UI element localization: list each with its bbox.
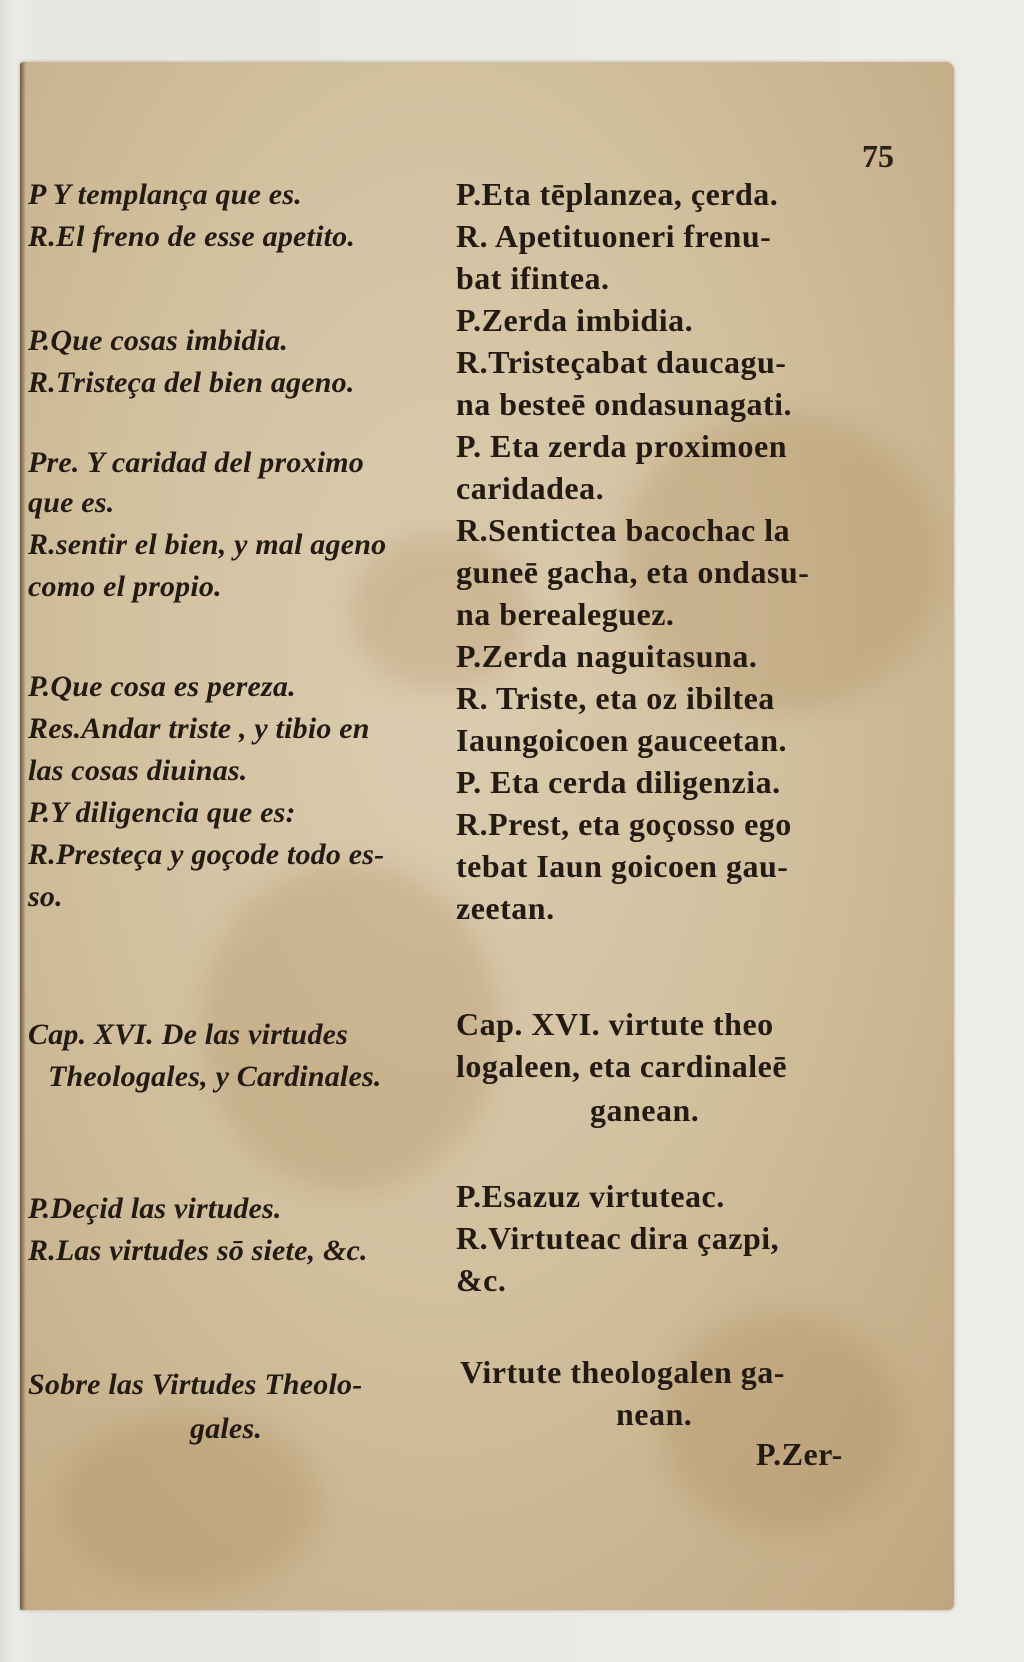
basque-line: &c. — [456, 1262, 507, 1298]
basque-line: P. Eta zerda proximoen — [456, 428, 787, 464]
basque-line: guneē gacha, eta ondasu- — [456, 554, 810, 590]
spanish-line: que es. — [28, 486, 115, 519]
basque-line: R. Triste, eta oz ibiltea — [456, 680, 775, 716]
spanish-line: P.Y diligencia que es: — [28, 796, 296, 829]
spanish-line: P.Que cosas imbidia. — [28, 324, 289, 357]
spanish-line: R.sentir el bien, y mal ageno — [28, 528, 387, 561]
basque-line: Iaungoicoen gauceetan. — [456, 722, 787, 758]
basque-chapter-heading: logaleen, eta cardinaleē — [456, 1048, 788, 1084]
spanish-line: R.Tristeça del bien ageno. — [28, 366, 355, 399]
spanish-section-heading: gales. — [190, 1412, 263, 1445]
spanish-line: Res.Andar triste , y tibio en — [28, 712, 370, 745]
basque-line: P. Eta cerda diligenzia. — [456, 764, 781, 800]
basque-line: caridadea. — [456, 470, 605, 506]
basque-line: tebat Iaun goicoen gau- — [456, 848, 789, 884]
basque-line: R.Prest, eta goçosso ego — [456, 806, 792, 842]
spanish-section-heading: Sobre las Virtudes Theolo- — [28, 1368, 363, 1401]
basque-line: P.Esazuz virtuteac. — [456, 1178, 725, 1214]
basque-section-heading: Virtute theologalen ga- — [460, 1354, 785, 1390]
basque-chapter-heading: ganean. — [590, 1092, 700, 1128]
catchword: P.Zer- — [756, 1436, 843, 1472]
basque-section-heading: nean. — [616, 1396, 693, 1432]
spanish-line: R.El freno de esse apetito. — [28, 220, 356, 253]
basque-line: R. Apetituoneri frenu- — [456, 218, 772, 254]
basque-line: P.Eta tēplanzea, çerda. — [456, 176, 779, 212]
basque-line: na berealeguez. — [456, 596, 675, 632]
page-number: 75 — [862, 138, 894, 174]
spanish-line: Pre. Y caridad del proximo — [28, 446, 365, 479]
basque-chapter-heading: Cap. XVI. virtute theo — [456, 1006, 774, 1042]
spanish-line: las cosas diuinas. — [28, 754, 248, 787]
basque-line: bat ifintea. — [456, 260, 610, 296]
spanish-line: R.Las virtudes sō siete, &c. — [28, 1234, 368, 1267]
page-edge-shadow — [20, 62, 26, 1610]
basque-line: R.Virtuteac dira çazpi, — [456, 1220, 780, 1256]
spanish-chapter-heading: Cap. XVI. De las virtudes — [28, 1018, 349, 1051]
book-page — [20, 62, 954, 1610]
basque-line: R.Tristeçabat daucagu- — [456, 344, 787, 380]
spanish-line: como el propio. — [28, 570, 222, 603]
spanish-line: P.Deçid las virtudes. — [28, 1192, 282, 1225]
spanish-line: so. — [28, 880, 63, 913]
spanish-chapter-heading: Theologales, y Cardinales. — [48, 1060, 382, 1093]
spanish-line: P.Que cosa es pereza. — [28, 670, 296, 703]
basque-line: P.Zerda naguitasuna. — [456, 638, 758, 674]
basque-line: P.Zerda imbidia. — [456, 302, 694, 338]
water-stain — [660, 1312, 900, 1532]
basque-line: R.Sentictea bacochac la — [456, 512, 791, 548]
basque-line: zeetan. — [456, 890, 555, 926]
spanish-line: P Y templança que es. — [28, 178, 302, 211]
basque-line: na besteē ondasunagati. — [456, 386, 792, 422]
spanish-line: R.Presteça y goçode todo es- — [28, 838, 385, 871]
